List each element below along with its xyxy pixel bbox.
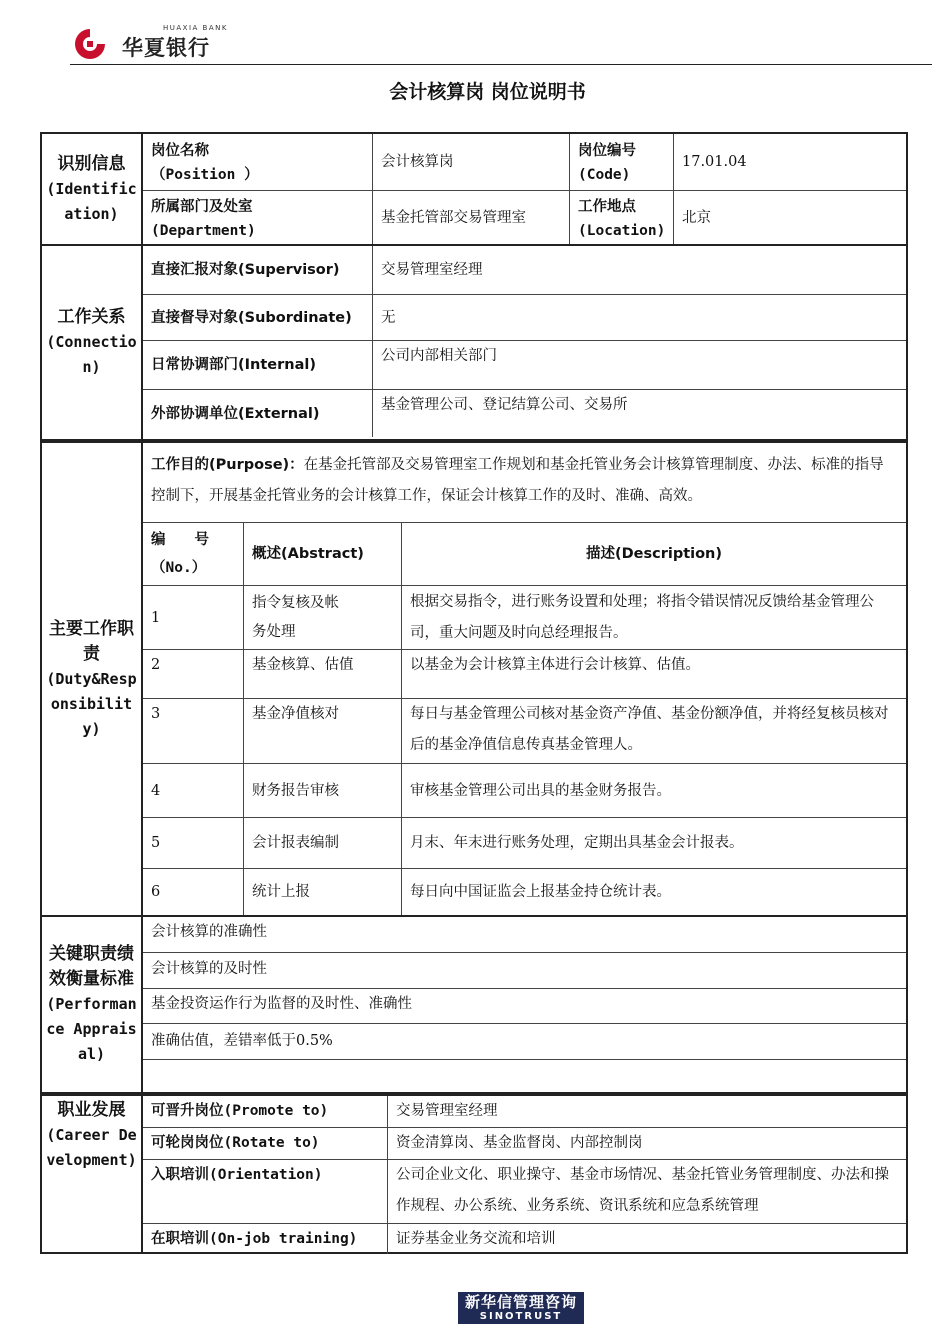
duty-abstract: 基金核算、估值	[243, 649, 401, 698]
duty-description: 以基金为会计核算主体进行会计核算、估值。	[401, 649, 906, 698]
duty-description: 根据交易指令，进行账务设置和处理；将指令错误情况反馈给基金管理公司，重大问题及时向总经理报告。	[401, 585, 906, 649]
kpi-item: 基金投资运作行为监督的及时性、准确性	[143, 988, 906, 1023]
supervisor-value: 交易管理室经理	[372, 246, 906, 294]
duty-abstract: 财务报告审核	[243, 763, 401, 817]
duty-no: 5	[143, 817, 243, 868]
duty-abstract: 指令复核及帐务处理	[243, 585, 401, 649]
header-divider	[70, 64, 932, 65]
kpi-section	[40, 917, 908, 1094]
rotate-label: 可轮岗岗位(Rotate to)	[143, 1127, 387, 1159]
sinotrust-logo	[458, 1292, 584, 1324]
external-label: 外部协调单位(External)	[143, 389, 372, 437]
kpi-item: 会计核算的及时性	[143, 952, 906, 988]
rotate-value: 资金清算岗、基金监督岗、内部控制岗	[387, 1127, 906, 1159]
purpose-block	[143, 443, 906, 522]
code-label: 岗位编号 (Code)	[569, 134, 673, 190]
onjob-value: 证券基金业务交流和培训	[387, 1223, 906, 1254]
col-no-header: 编 号 （No.）	[143, 522, 243, 585]
identification-section	[40, 132, 908, 246]
duty-no: 6	[143, 868, 243, 915]
bank-name-en: HUAXIA BANK	[163, 24, 228, 32]
duty-abstract: 统计上报	[243, 868, 401, 915]
huaxia-bank-logo-icon	[70, 26, 110, 62]
orientation-value: 公司企业文化、职业操守、基金市场情况、基金托管业务管理制度、办法和操作规程、办公系统、业务系统、资讯系统和应急系统管理	[387, 1159, 906, 1223]
page-header	[0, 0, 950, 70]
col-abstract-header: 概述(Abstract)	[243, 522, 401, 585]
subordinate-value: 无	[372, 294, 906, 340]
kpi-item	[143, 1059, 906, 1090]
document-title: 会计核算岗 岗位说明书	[389, 81, 586, 103]
kpi-item: 会计核算的准确性	[151, 924, 267, 940]
location-value: 北京	[673, 190, 906, 244]
position-label: 岗位名称 （Position ）	[151, 143, 259, 183]
identification-label: 识别信息 (Identification)	[42, 134, 143, 244]
duty-abstract: 基金净值核对	[243, 698, 401, 763]
consult-name-cn: 新华信管理咨询	[464, 1293, 577, 1311]
promote-label: 可晋升岗位(Promote to)	[151, 1103, 329, 1119]
kpi-item: 准确估值，差错率低于0.5%	[143, 1023, 906, 1059]
duty-no: 2	[143, 649, 243, 698]
onjob-label: 在职培训(On-job training)	[143, 1223, 387, 1254]
duty-no: 4	[143, 763, 243, 817]
career-label: 职业发展 (Career Development)	[42, 1096, 143, 1252]
purpose-text: 在基金托管部及交易管理室工作规划和基金托管业务会计核算管理制度、办法、标准的指导控制下，开展基金托管业务的会计核算工作，保证会计核算工作的及时、准确、高效。	[151, 457, 884, 504]
relations-section	[40, 246, 908, 441]
purpose-label: 工作目的(Purpose)：	[151, 457, 304, 473]
code-value: 17.01.04	[673, 134, 906, 190]
bank-name-cn: 华夏银行	[122, 36, 210, 60]
subordinate-label: 直接督导对象(Subordinate)	[143, 294, 372, 340]
duty-no: 3	[143, 698, 243, 763]
supervisor-label: 直接汇报对象(Supervisor)	[151, 262, 340, 278]
department-value: 基金托管部交易管理室	[372, 190, 569, 244]
department-label: 所属部门及处室 (Department)	[143, 190, 372, 244]
duty-description: 审核基金管理公司出具的基金财务报告。	[401, 763, 906, 817]
duty-description: 每日与基金管理公司核对基金资产净值、基金份额净值，并将经复核员核对后的基金净值信息传真基金管理人。	[401, 698, 906, 763]
kpi-label: 关键职责绩效衡量标准 (Performance Appraisal)	[42, 917, 143, 1092]
consult-name-en: SINOTRUST	[479, 1311, 563, 1322]
career-section	[40, 1094, 908, 1254]
col-description-header: 描述(Description)	[401, 522, 906, 585]
external-value: 基金管理公司、登记结算公司、交易所	[372, 389, 906, 437]
internal-value: 公司内部相关部门	[372, 340, 906, 389]
duties-section	[40, 441, 908, 917]
internal-label: 日常协调部门(Internal)	[143, 340, 372, 389]
duty-description: 月末、年末进行账务处理，定期出具基金会计报表。	[401, 817, 906, 868]
position-value: 会计核算岗	[372, 134, 569, 190]
promote-value: 交易管理室经理	[387, 1096, 906, 1127]
duty-abstract: 会计报表编制	[243, 817, 401, 868]
relations-label: 工作关系 (Connection)	[42, 246, 143, 439]
location-label: 工作地点 (Location)	[569, 190, 673, 244]
orientation-label: 入职培训(Orientation)	[143, 1159, 387, 1223]
duties-label: 主要工作职责 (Duty&Responsibility)	[42, 443, 143, 915]
duty-description: 每日向中国证监会上报基金持仓统计表。	[401, 868, 906, 915]
duty-no: 1	[143, 585, 243, 649]
